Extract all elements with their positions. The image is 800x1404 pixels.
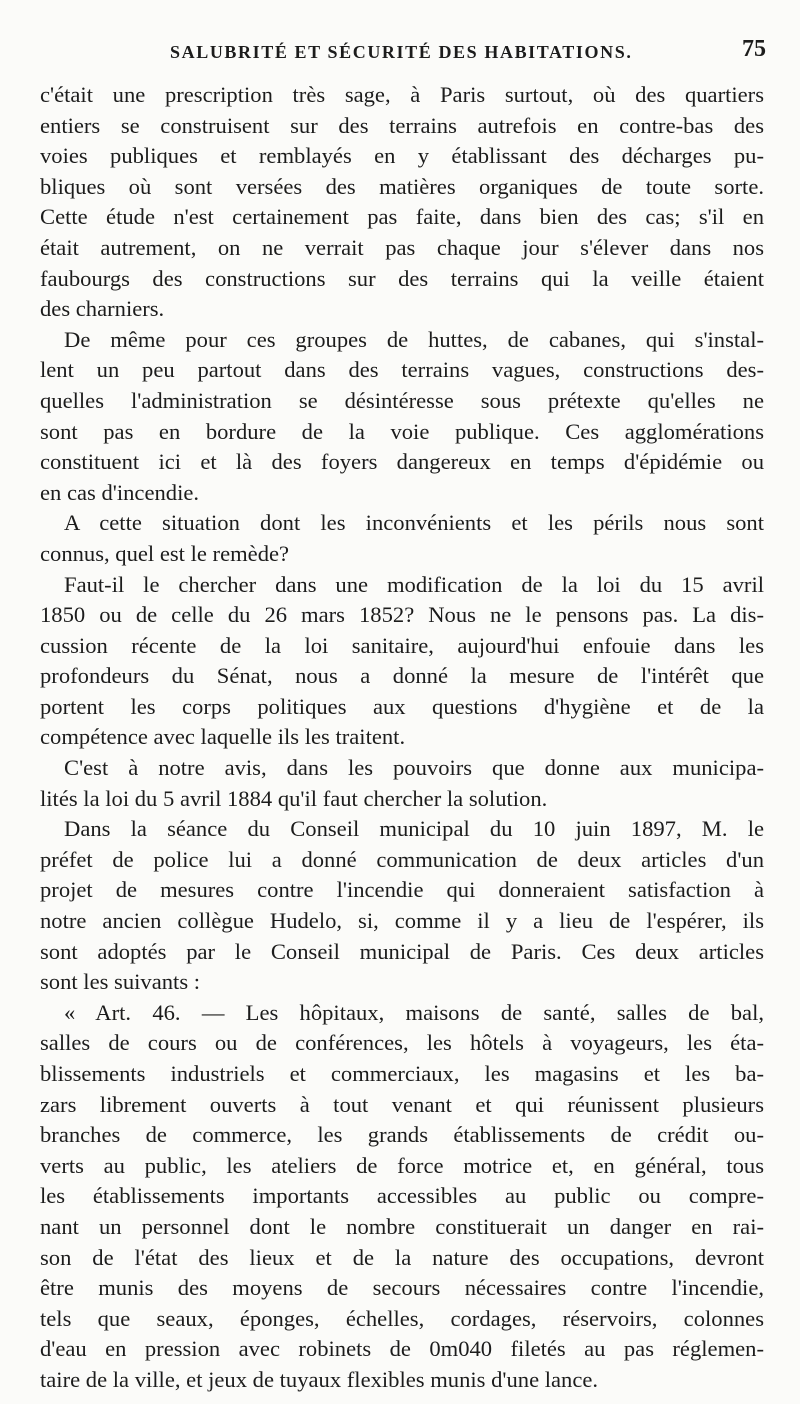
text-line: sont pas en bordure de la voie publique. Ces agglomérations [40, 418, 764, 444]
text-line: bliques où sont versées des matières organiques de toute sorte. [40, 173, 764, 199]
text-line: Cette étude n'est certainement pas faite, dans bien des cas; s'il en [40, 204, 764, 230]
text-line: sont les suivants : [40, 969, 201, 995]
text-line: salles de cours ou de conférences, les hôtels à voyageurs, les éta- [40, 1030, 764, 1056]
text-line: en cas d'incendie. [40, 479, 200, 505]
text-line: zars librement ouverts à tout venant et qui réunissent plusieurs [40, 1091, 764, 1117]
text-line: C'est à notre avis, dans les pouvoirs que donne aux municipa- [64, 755, 764, 781]
text-line: De même pour ces groupes de huttes, de cabanes, qui s'instal- [64, 326, 764, 352]
text-line: c'était une prescription très sage, à Paris surtout, où des quartiers [40, 82, 764, 107]
text-line: Faut-il le chercher dans une modification de la loi du 15 avril [64, 571, 764, 597]
text-line: 1850 ou de celle du 26 mars 1852? Nous ne le pensons pas. La dis- [40, 602, 764, 628]
text-line: profondeurs du Sénat, nous a donné la mesure de l'intérêt que [40, 663, 764, 689]
text-line: voies publiques et remblayés en y établissant des décharges pu- [40, 143, 764, 169]
text-line: projet de mesures contre l'incendie qui donneraient satisfaction à [40, 877, 764, 903]
text-line: notre ancien collègue Hudelo, si, comme il y a lieu de l'espérer, ils [40, 908, 764, 934]
text-line: A cette situation dont les inconvénients et les périls nous sont [64, 510, 764, 536]
text-line: Dans la séance du Conseil municipal du 10 juin 1897, M. le [64, 816, 764, 842]
text-line: son de l'état des lieux et de la nature des occupations, devront [40, 1244, 764, 1270]
text-line: branches de commerce, les grands établissements de crédit ou- [40, 1122, 764, 1148]
text-line: blissements industriels et commerciaux, les magasins et les ba- [40, 1061, 764, 1086]
text-line: taire de la ville, et jeux de tuyaux flexibles munis d'une lance. [40, 1366, 599, 1392]
body-text [40, 80, 764, 1396]
text-line: quelles l'administration se désintéresse sous prétexte qu'elles ne [40, 387, 764, 413]
page-number: 75 [742, 36, 766, 62]
text-line: tels que seaux, éponges, échelles, cordages, réservoirs, colonnes [40, 1305, 764, 1331]
text-line: « Art. 46. — Les hôpitaux, maisons de santé, salles de bal, [64, 999, 764, 1025]
text-line: était autrement, on ne verrait pas chaque jour s'élever dans nos [40, 234, 764, 260]
text-line: verts au public, les ateliers de force motrice et, en général, tous [40, 1152, 764, 1178]
text-line: les établissements importants accessibles au public ou compre- [40, 1183, 764, 1209]
running-title: SALUBRITÉ ET SÉCURITÉ DES HABITATIONS. [170, 42, 633, 62]
text-line: constituent ici et là des foyers dangereux en temps d'épidémie ou [40, 449, 764, 475]
text-line: nant un personnel dont le nombre constituerait un danger en rai- [40, 1213, 764, 1239]
text-line: cussion récente de la loi sanitaire, aujourd'hui enfouie dans les [40, 632, 764, 658]
text-line: sont adoptés par le Conseil municipal de Paris. Ces deux articles [40, 938, 764, 964]
page-header [40, 36, 766, 70]
text-line: d'eau en pression avec robinets de 0m040 filetés au pas réglemen- [40, 1336, 764, 1362]
text-line: des charniers. [40, 296, 165, 322]
text-line: être munis des moyens de secours nécessaires contre l'incendie, [40, 1275, 764, 1301]
text-line: lités la loi du 5 avril 1884 qu'il faut chercher la solution. [40, 785, 548, 811]
text-line: lent un peu partout dans des terrains vagues, constructions des- [40, 357, 764, 383]
text-line: entiers se construisent sur des terrains autrefois en contre-bas des [40, 112, 764, 138]
text-line: préfet de police lui a donné communication de deux articles d'un [40, 846, 764, 872]
text-line: faubourgs des constructions sur des terrains qui la veille étaient [40, 265, 764, 291]
text-line: connus, quel est le remède? [40, 540, 290, 566]
text-line: compétence avec laquelle ils les traitent. [40, 724, 406, 750]
text-line: portent les corps politiques aux questions d'hygiène et de la [40, 693, 764, 719]
